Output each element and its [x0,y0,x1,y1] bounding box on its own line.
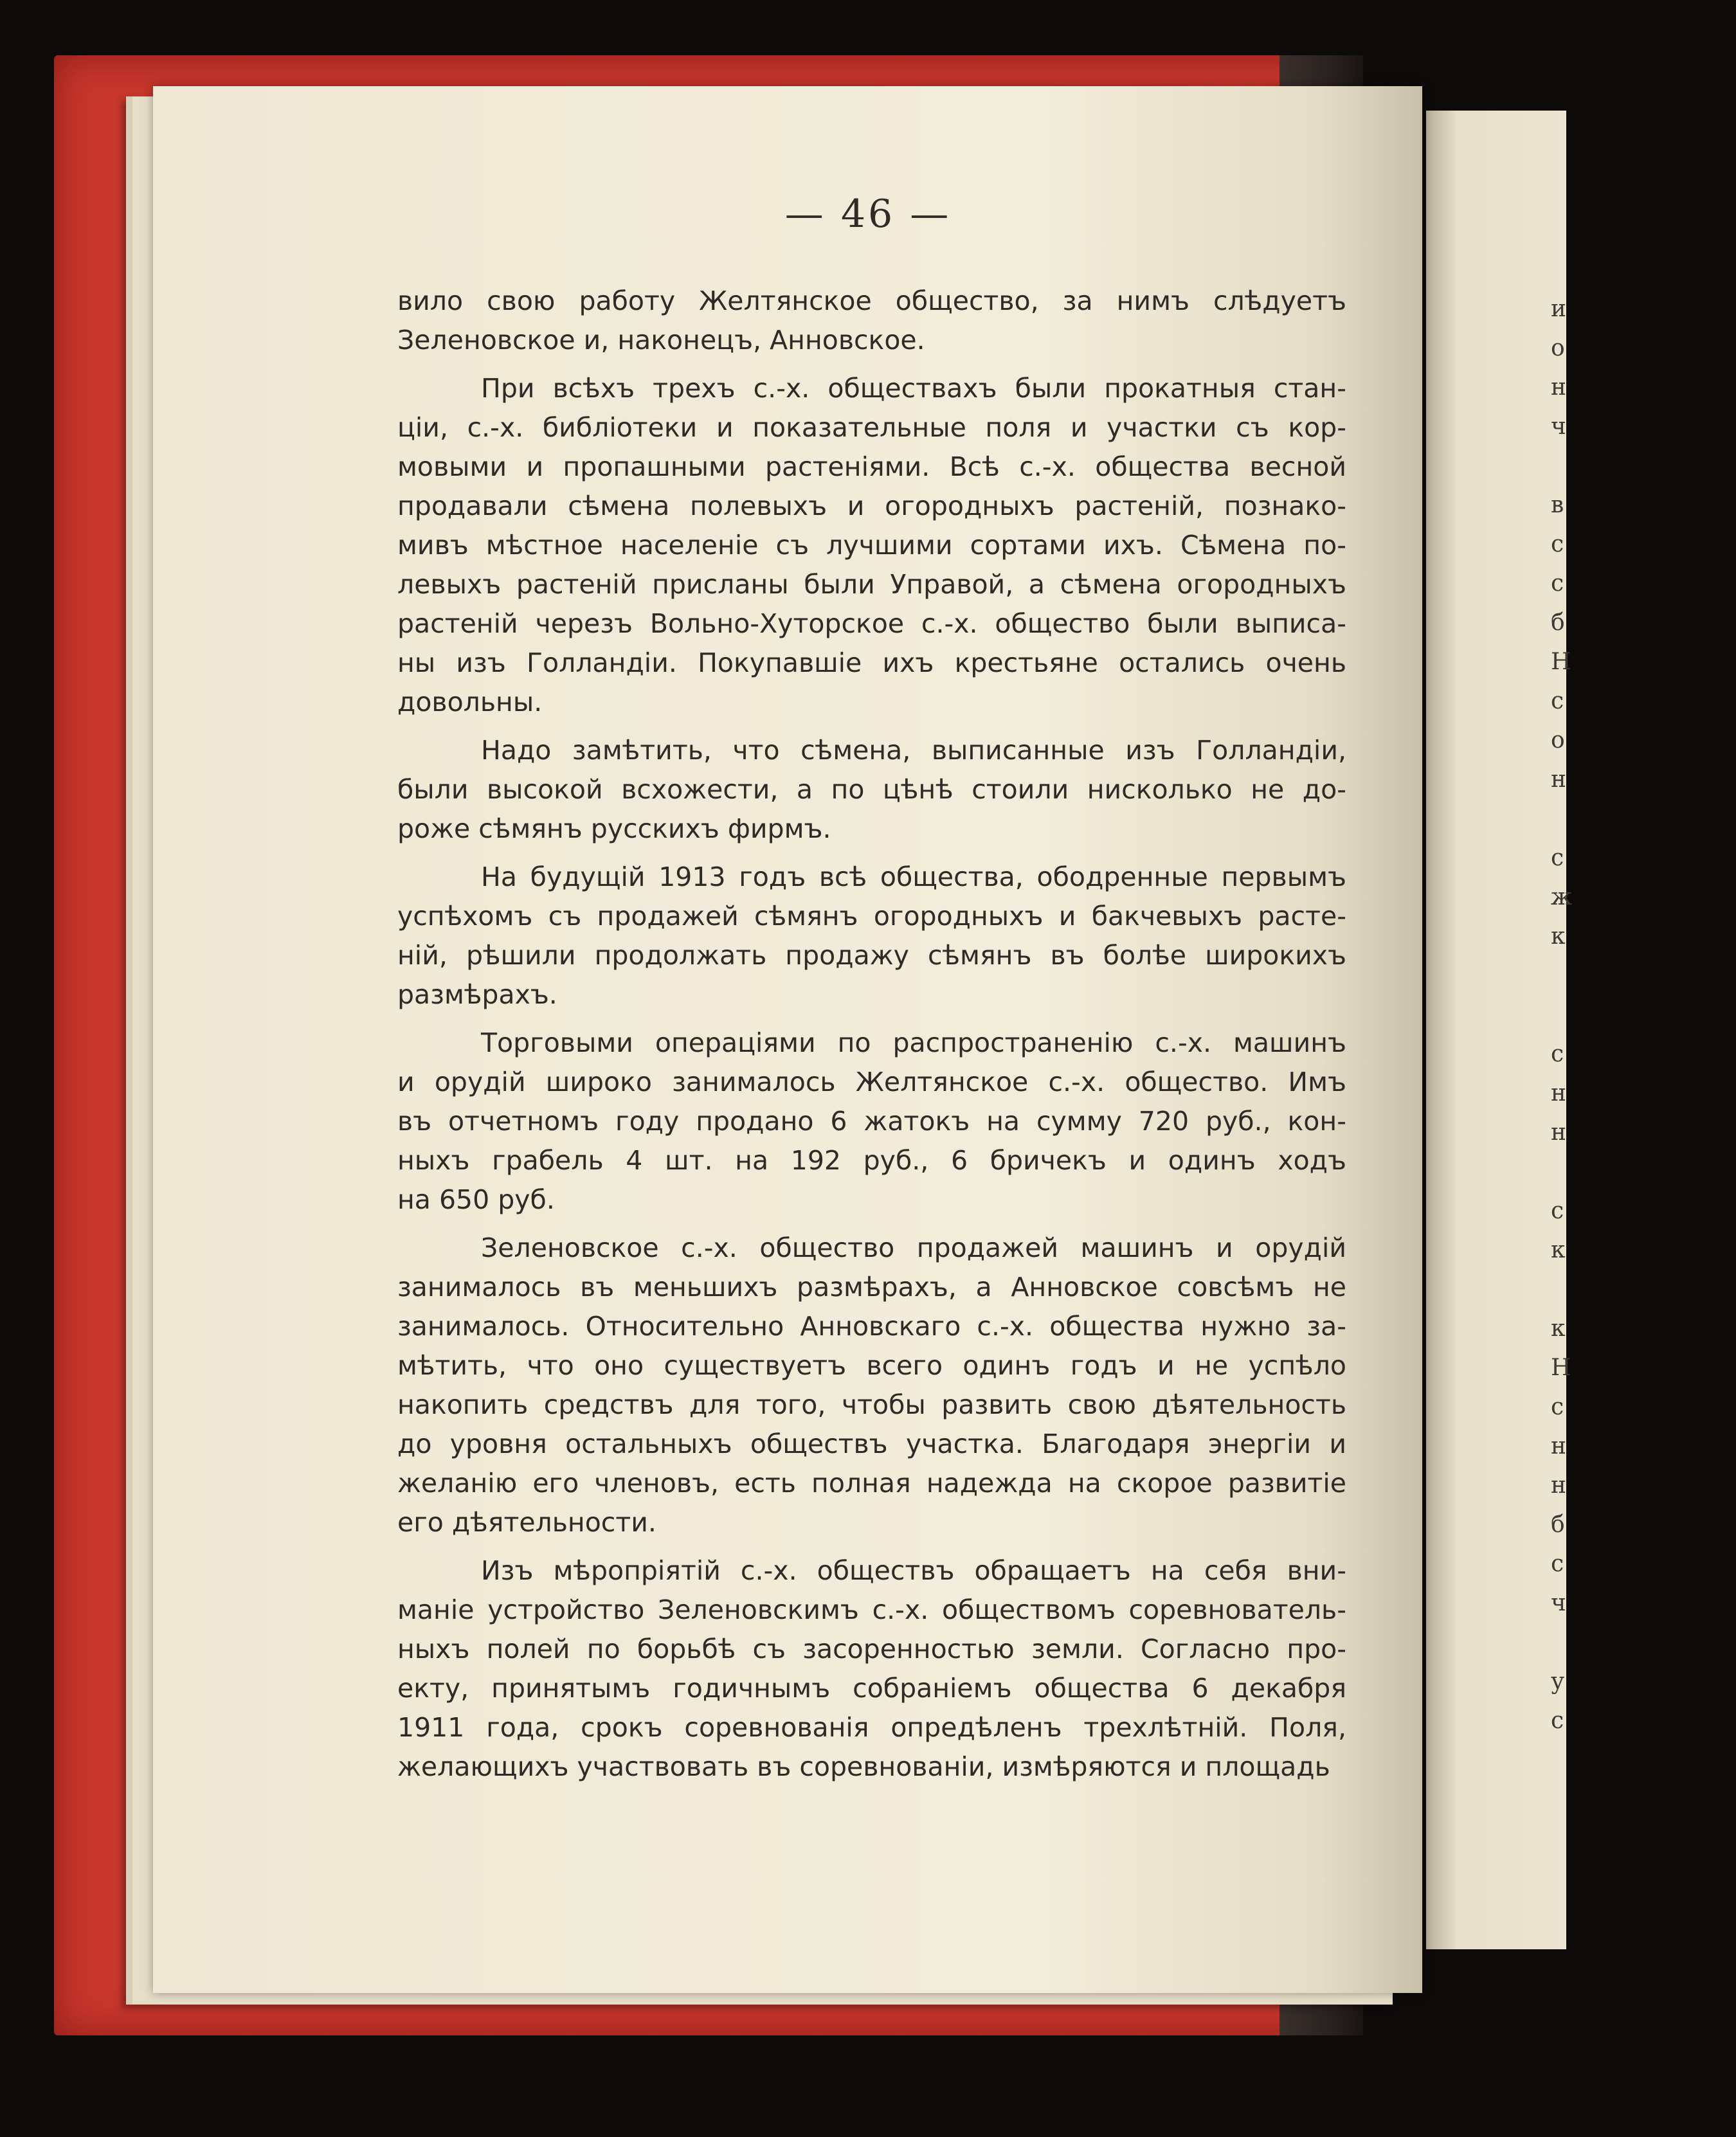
paragraph-gap [397,1542,1346,1551]
text-line: маніе устройство Зеленовскимъ с.-х. обществомъ соревнователь- [397,1594,1346,1625]
text-line: роже сѣмянъ русскихъ фирмъ. [397,813,831,844]
text-line: екту, принятымъ годичнымъ собраніемъ общества 6 декабря [397,1673,1346,1704]
paragraph-gap [397,360,1346,369]
text-line: и орудій широко занималось Желтянское с.-х. общество. Имъ [397,1067,1346,1097]
text-line: ныхъ грабель 4 шт. на 192 руб., 6 бричекъ и одинъ ходъ [397,1145,1346,1176]
text-line: продавали сѣмена полевыхъ и огородныхъ растеній, познако- [397,491,1346,521]
paragraph [397,369,1346,722]
text-line: ній, рѣшили продолжать продажу сѣмянъ въ болѣе широкихъ [397,940,1346,971]
text-line: занималось. Относительно Анновскаго с.-х. общества нужно за- [397,1311,1346,1342]
text-line: левыхъ растеній присланы были Управой, а сѣмена огородныхъ [397,569,1346,600]
text-line: успѣхомъ съ продажей сѣмянъ огородныхъ и бакчевыхъ расте- [397,901,1346,932]
paragraph-gap [397,722,1346,731]
text-line: на 650 руб. [397,1184,555,1215]
text-line: были высокой всхожести, а по цѣнѣ стоили нисколько не до- [397,774,1346,805]
paragraph-gap [397,1220,1346,1229]
paragraph-gap [397,1014,1346,1023]
text-line: ныхъ полей по борьбѣ съ засоренностью земли. Согласно про- [397,1634,1346,1664]
paragraph [397,1023,1346,1220]
page-body-text [397,282,1346,1787]
text-line: Торговыми операціями по распространенію с.-х. машинъ [481,1027,1346,1058]
paragraph [397,858,1346,1014]
page-number: — 46 — [784,192,952,237]
paragraph-gap [397,849,1346,858]
text-line: При всѣхъ трехъ с.-х. обществахъ были прокатныя стан- [481,373,1346,404]
facing-page [1426,111,1573,1949]
text-line: мовыми и пропашными растеніями. Всѣ с.-х. общества весной [397,451,1346,482]
text-line: занималось въ меньшихъ размѣрахъ, а Анновское совсѣмъ не [397,1272,1346,1303]
text-line: желающихъ участвовать въ соревнованіи, измѣряются и площадь [397,1751,1330,1782]
text-line: ны изъ Голландіи. Покупавшіе ихъ крестьяне остались очень [397,647,1346,678]
text-line: Изъ мѣропріятій с.-х. обществъ обращаетъ на себя вни- [481,1555,1346,1586]
text-line: Зеленовское с.-х. общество продажей машинъ и орудій [481,1232,1346,1263]
text-line: ціи, с.-х. библіотеки и показательные поля и участки съ кор- [397,412,1346,443]
paragraph [397,731,1346,849]
text-line: до уровня остальныхъ обществъ участка. Благодаря энергіи и [397,1429,1346,1459]
text-line: накопить средствъ для того, чтобы развить свою дѣятельность [397,1389,1346,1420]
paragraph [397,1551,1346,1787]
text-line: желанію его членовъ, есть полная надежда на скорое развитіе [397,1468,1346,1499]
paragraph [397,282,1346,360]
text-line: размѣрахъ. [397,979,557,1010]
text-line: довольны. [397,687,543,717]
paragraph [397,1229,1346,1542]
text-line: Надо замѣтить, что сѣмена, выписанные изъ Голландіи, [481,735,1346,766]
text-line: 1911 года, срокъ соревнованія опредѣленъ трехлѣтній. Поля, [397,1712,1346,1743]
text-line: его дѣятельности. [397,1507,656,1538]
text-line: въ отчетномъ году продано 6 жатокъ на сумму 720 руб., кон- [397,1106,1346,1137]
text-line: Зеленовское и, наконецъ, Анновское. [397,325,925,356]
text-line: мивъ мѣстное населеніе съ лучшими сортами ихъ. Сѣмена по- [397,530,1346,561]
text-line: растеній черезъ Вольно-Хуторское с.-х. общество были выписа- [397,608,1346,639]
facing-page-text: и о н ч в с с б Н с о н с ж к с н н с к к Н с н н б с ч у с [1551,296,1573,1734]
text-line: мѣтить, что оно существуетъ всего одинъ годъ и не успѣло [397,1350,1346,1381]
text-line: На будущій 1913 годъ всѣ общества, ободренные первымъ [481,861,1346,892]
text-line: вило свою работу Желтянское общество, за нимъ слѣдуетъ [397,285,1346,316]
